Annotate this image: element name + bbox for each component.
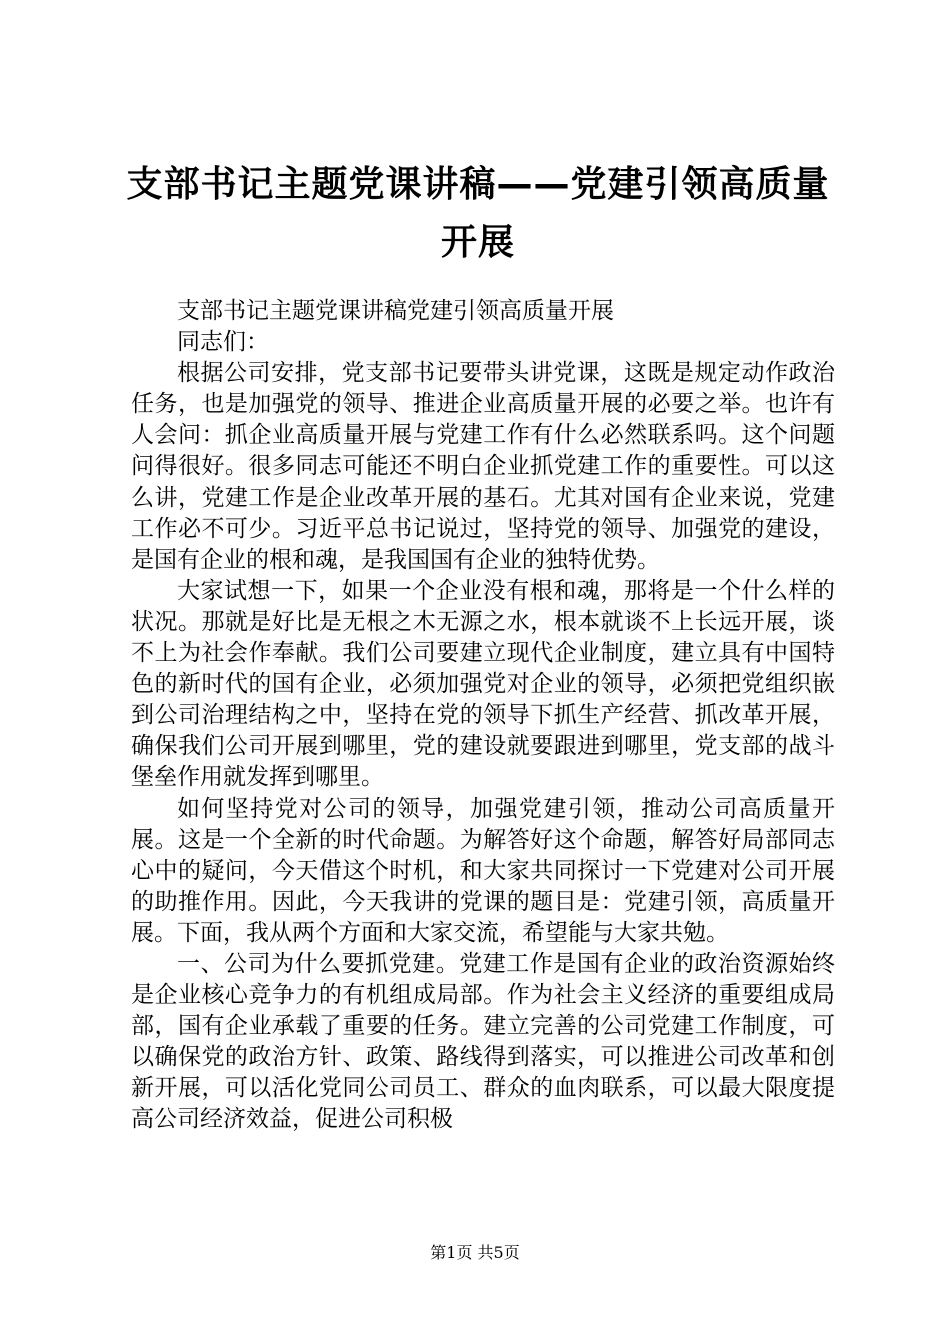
body-paragraph-2: 大家试想一下，如果一个企业没有根和魂，那将是一个什么样的状况。那就是好比是无根之木无源之水，根本就谈不上长远开展，谈不上为社会作奉献。我们公司要建立现代企业制度，建立具有中国特色的新时代的国有企业，必须加强党对企业的领导，必须把党组织嵌到公司治理结构之中，坚持在党的领导下抓生产经营、抓改革开展，确保我们公司开展到哪里，党的建设就要跟进到哪里，党支部的战斗堡垒作用就发挥到哪里。: [131, 577, 835, 791]
page-number-footer: 第1页 共5页: [430, 1243, 520, 1262]
document-subtitle-line: 支部书记主题党课讲稿党建引领高质量开展: [177, 298, 614, 324]
document-title: 支部书记主题党课讲稿——党建引领高质量开展: [126, 164, 830, 263]
document-body: [131, 296, 835, 1136]
body-paragraph-4: 一、公司为什么要抓党建。党建工作是国有企业的政治资源始终是企业核心竞争力的有机组成局部。作为社会主义经济的重要组成局部，国有企业承载了重要的任务。建立完善的公司党建工作制度，可以确保党的政治方针、政策、路线得到落实，可以推进公司改革和创新开展，可以活化党同公司员工、群众的血肉联系，可以最大限度提高公司经济效益，促进公司积极: [131, 950, 835, 1133]
salutation: 同志们：: [177, 329, 269, 356]
body-paragraph-1: 根据公司安排，党支部书记要带头讲党课，这既是规定动作政治任务，也是加强党的领导、推进企业高质量开展的必要之举。也许有人会问：抓企业高质量开展与党建工作有什么必然联系吗。这个问题问得很好。很多同志可能还不明白企业抓党建工作的重要性。可以这么讲，党建工作是企业改革开展的基石。尤其对国有企业来说，党建工作必不可少。习近平总书记说过，坚持党的领导、加强党的建设，是国有企业的根和魂，是我国国有企业的独特优势。: [131, 360, 835, 573]
body-paragraph-3: 如何坚持党对公司的领导，加强党建引领，推动公司高质量开展。这是一个全新的时代命题。为解答好这个命题，解答好局部同志心中的疑问，今天借这个时机，和大家共同探讨一下党建对公司开展的助推作用。因此，今天我讲的党课的题目是：党建引领，高质量开展。下面，我从两个方面和大家交流，希望能与大家共勉。: [131, 795, 835, 946]
